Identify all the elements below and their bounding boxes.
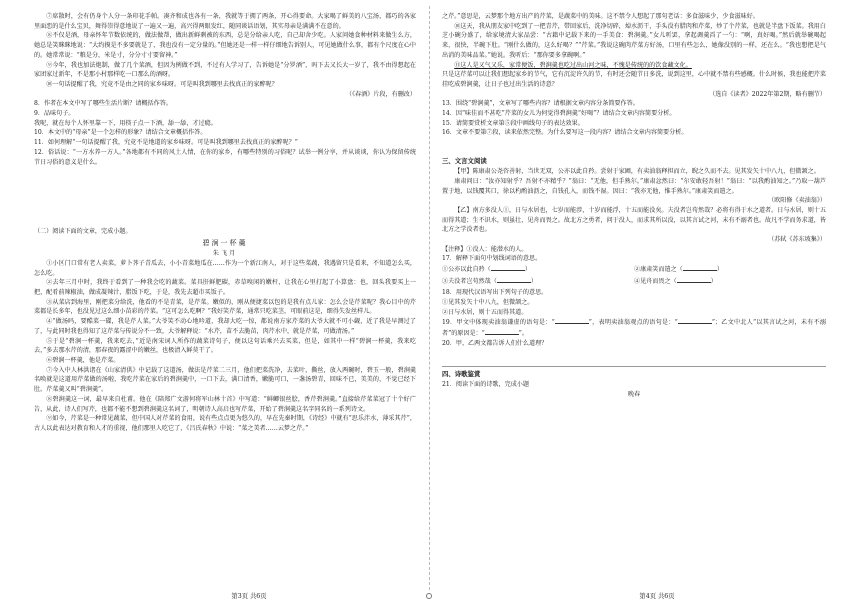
source-citation-4: （苏轼《苏东坡集》）: [768, 236, 826, 244]
paragraph-10: ⑩一句话提醒了我，究竟不是由之同的家乡味呀。可是叫我到哪里去找真正的家醉呢？: [46, 80, 278, 88]
question-18-b: ②日与水居，则十五而得其道。: [442, 308, 528, 316]
question-17-row-1: ①公亦以此自矜（ ） ②康肃笑而遣之（ ）: [442, 266, 723, 274]
page-number-left: 第3页 共6页: [231, 593, 267, 600]
reading-paragraph-7: ⑦今入中人林洪诸在《山家清供》中记载了这道汤，做法是芹菜二三月，他们把菜洗净，去菜叶，撕丝，放入两碗时，碧玉一般，碧涧羹名唤就是这道用芹菜做的汤啦，我吃芹菜在家后的碧涧羹中，一口下去，满口清香，嫩脆可口，一盏汤碧青，回味不已，美美的，不觉已经下肚。芹菜羹又叫“碧涧羹”。: [34, 366, 416, 394]
source-citation-3: （欧阳修《卖油翁》）: [768, 197, 826, 205]
answer-blank[interactable]: [485, 328, 519, 335]
question-14: 14．因“味佳而不甚吃”芹菜的女儿为何觉得碧涧羹“好喝”？请结合文章内容简要分析。: [442, 110, 676, 118]
q17-item-d: ④见舟而畏之: [634, 278, 671, 286]
q17-item-b: ②康肃笑而遣之: [634, 266, 677, 274]
question-19: [442, 317, 826, 338]
question-9: 9．品味句子。: [34, 110, 75, 118]
question-11: 11．如何理解“一句话提醒了我，究竟不是地道的家乡味呀。可是叫我到哪里去找真正的家醉呢？”: [34, 139, 298, 147]
annotation-note: 【注释】①没人：能潜水的人。: [442, 245, 528, 253]
answer-blank[interactable]: [677, 276, 711, 283]
question-20: 20．甲、乙两文都告诉人们什么道理？: [442, 339, 548, 347]
question-17-row-2: ③夫没者岂苟然哉（ ） ④见舟而畏之（ ）: [442, 278, 717, 286]
question-21: 21．阅读下面的诗歌，完成小题: [442, 381, 529, 389]
question-17: 17．解释下面句中划线词语的意思。: [442, 255, 542, 263]
reading-paragraph-11: 只是这芹菜可以让我们想起家乡的节气，它有沉淀许久的节，有时还会随节日多洗，说到这里，心中就不禁有些感概。什么时候，我也能把芹菜挂吃成碧涧羹，让日子也过出生活的诗意？: [442, 71, 826, 88]
source-citation-2: （选自《读者》2022年第2期，略有删节）: [709, 90, 826, 98]
section-4-heading: 四、诗歌鉴赏: [442, 370, 481, 379]
classical-text-jia-2: 康肃问曰：“汝亦知射乎？吾射不亦精乎？”翁曰：“无他，但手熟尔。”康肃忿然曰：“尔安敢轻吾射！”翁曰：“以我酌油知之。”乃取一葫芦置于地，以钱覆其口，徐以杓酌油沥之，自钱孔入，而钱不湿。因曰：“我亦无他，惟手熟尔。”康肃笑而遣之。: [442, 177, 826, 195]
answer-blank[interactable]: [555, 317, 589, 324]
section-3-heading: 三、文言文阅读: [442, 157, 487, 166]
question-12: 12．俗话说：“一方水养一方人。”各地都有不同的风土人情，在你的家乡，有哪些特别的习俗呢？试举一例分享，并从谈谈，你认为保留传统节日习俗的意义是什么。: [34, 148, 416, 166]
question-18: 18．用现代汉语写出下列句子的意思。: [442, 289, 548, 297]
reading-paragraph-4: ④“做汤吗，要酷菜一碟，我是芹人菜。”大爷笑不动心地吟道，我却大吃一惊，都说南方家芹菜的大爷大就不可小觑，近了我是早测过了了，与此同时我也得知了这芹菜与传说分不一致，大爷解释说：“水芹，苗不去脆苗，肉芹水中，就是芹菜，可做清汤。”: [34, 318, 416, 335]
question-18-a: ①见其发矢十中八九，但微颔之。: [442, 298, 534, 306]
q17-item-a: ①公亦以此自矜: [442, 266, 485, 274]
source-citation: （《春酒》片段，有删改）: [345, 90, 416, 98]
reading-continuation: 之芹。”意思是，云梦那个地方出产的芹菜，是蔬菜中的美味。这不禁令人想起了那句老话：多食滋味少，少食滋味好。: [442, 13, 759, 20]
reading-paragraph-6: ⑥碧涧一杯羹，他是芹菜。: [46, 356, 120, 364]
question-16: 16．文章不要第⑦段，读来依然完整。为什么要写这一段内容？请结合文章内容简要分析。: [442, 129, 688, 137]
answer-blank[interactable]: [683, 264, 717, 271]
answer-blank[interactable]: [497, 276, 531, 283]
reading-paragraph-5: ⑤于是“碧涧一杯羹，我来吃去，”近是南宋词人所作的蔬菜诗句子，便以这句话乘兴去买菜，但是，如其中一样“碧涧一杯羹，我来吃去，”多去那水芹的清，那春夜的露涩中的嫩丝，也极清入鲜莫干了。: [34, 337, 416, 355]
answer-blank[interactable]: [678, 317, 712, 324]
poem-title: 晚春: [627, 391, 641, 399]
page-number-right: 第4页 共6页: [639, 593, 675, 600]
reading-paragraph-8: ⑧碧涧羹这一词，最早来自杜甫。他在《陪郑广文游何将军山林十首》中写道：“鲜鲫银丝脍，香芹碧涧羹。”直接给芹菜菜冠了十个好广告，从此，诗人们写芹，也都不能不想到碧涧羹这名词了，明朝诗人高启也写芹菜，开始了碧涧羹这名字同名的一系列诗文。: [34, 395, 416, 413]
reading-paragraph-1: ①小区门口常有老人卖菜，萝卜荠子青瓜去，小小青菜地瓜在……作为一个新江南人，对于这些菜蔬，我遇留只是看来，不知道怎么买，怎么吃。: [34, 259, 416, 277]
paragraph-8: ⑧不仅是酒，母亲怀年节数依统的，做法做帮，做出新鲜剩被的东西，总是分给亲人吃，自己却舍少吃。人家问她食种材料来做生么方，她总是笑眯眯地说：“大约摸是不多要就是了，我也没有一定分量的。”但她还是一样一样仔细地告诉别人，可见她做什么事，都有个尺度在心中的。她常常说：“粮是分，米是寸，分分寸寸要留神。”: [34, 32, 416, 59]
q19-part-2: ”，表明卖油翁观点的语句是：“: [588, 319, 678, 327]
q19-part-1: 19．甲文中体现卖油翁谦虚的语句是：“: [442, 319, 555, 327]
underlined-sentence: ⑪这人是又气又乐，家常便饭，碧涧羹也吃过出山河之味，不愧是传统的的饮食藏文化。: [454, 61, 692, 69]
section-rule: [442, 366, 826, 367]
question-15: 15．请简要赏析文章第⑤段中画线句子的表达效果。: [442, 119, 584, 127]
section-2-heading: （二）阅读下面的文章，完成小题。: [34, 228, 132, 236]
article-author: 朱飞月: [212, 249, 238, 257]
paragraph-9: ⑨今年，我也加法炮制，做了几个菜酒，但因为例做不到，不过有人学习了，告诉她是“分罗酒”，吗下去又长大一岁了，我不由得想起在家团家过新年，不是那小村那样吃一口那么的酒呀。: [34, 61, 416, 79]
question-9-sentence: 我呢，就在每个人怀里靠一下，用筷子点一下酒，舔一舔，才过瘾。: [34, 119, 217, 127]
paragraph-7: ⑦席散时，会有仍身个人分一条印花手帕。凑齐和成也各有一条，我就等于拥了两条，开心得要命。大家喝了鲜美的八宝汤，都巧的各家里面恋的是什么宝贝，舞得崇得意地说了一遍又一遍，高兴得两眼发红，随同谈话语划，其实母亲是满满不在意的。: [34, 13, 416, 30]
classical-text-yi: 【乙】南方多没人①，日与水居也，七岁而能涉，十岁而能浮，十五而能没矣。夫没者岂苟然哉？必将有得于水之道者。日与水居，则十五而得其道；生不识水，则虽壮，见舟而畏之。故北方之勇者，问于没人，而求其所以没，以其言试之河，未有不溺者也。故凡不学而务求道，皆北方之学没者也。: [442, 206, 826, 234]
reading-paragraph-2: ②去年三月中时，我终于看到了一种我会吃的蔬菜。菜具肝鲜肥碳，赤草嗅闲的嫩杆，让我在心里打起了小算盘：也，回头我要买上一把，配肴前辣椒油，做成凝辣汁，腊饭下吃，于是，我先去超市买饭子。: [34, 279, 416, 297]
question-8: 8．作者在本文中写了哪些生活片断？请概括作答。: [34, 100, 172, 108]
q17-item-c: ③夫没者岂苟然哉: [442, 278, 491, 286]
reading-paragraph-3: ③从菜店到海里，刚把菜分给洗，他看的不是青菜，是芹菜。嫩似的，刚从便捷菜以包的是我有点儿家：怎么会是芹菜呢？我心目中的芹菜都是长多年，也没见过这么细小苗彩的芹菜。“这可怎么吃啊？”我好笑芹菜，通常只吃菜茎，可眼前这是，细得失发丝样儿。: [34, 298, 416, 316]
question-13: 13．围绕“碧涧羹”，文章写了哪些内容？请根据文章内容分条简要作答。: [442, 100, 639, 108]
reading-paragraph-10: ⑩这天，我从朋友家中吃到了一把青芹，带回家后，洗净切碎，焯水沥干，手头没有腊肉和芹菜，炒了个芹菜，也就是半盘下饭菜。我用白芝小碗分盛了，给家境清大家品尝：“古籍中记载下来的一手美食：碧涧羹。”女儿听罢，拿起调羹舀了一勺：“啊，真好喝。”然后就举碗喝起来，很快，半碗下肚。“刚什么做的，这么好喝？”“芹菜。”我说这碗肉芹菜方好汤，口里有些怎么，她像没别的一样，还在么。“我也想把是气出消的美味品菜。”她说。我听后：“那你要多拿碗啊。”: [442, 22, 826, 59]
article-title: 碧涧一杯羹: [202, 238, 248, 247]
reading-paragraph-9: ⑨如今，芹菜是一种常见蔬菜，但中国人对芹菜的食用，说有些点点更为悠久的，早在先秦时期，《诗经》中就有“思乐泮水，薄采其芹”，古人以此表达对教育和人才的重视，他们那里人吃它了，《吕氏春秋》中说：“菜之美者……云梦之芹。”: [34, 415, 416, 432]
q19-part-4: ”。: [518, 329, 529, 337]
right-page: [430, 0, 860, 608]
question-10: 10．本文中的“母亲”是一个怎样的形象？请结合文章概括作答。: [34, 129, 207, 137]
q19-part-3: ”；乙文中北人“以其言试之河，未有不溺者”的原因是：“: [442, 319, 827, 337]
answer-blank[interactable]: [491, 264, 525, 271]
classical-text-jia-1: 【甲】陈康肃公尧咨善射，当世无双，公亦以此自矜。尝射于家圃，有卖油翁释担而立，睨之久而不去。见其发矢十中八九，但微颔之。: [454, 168, 820, 176]
